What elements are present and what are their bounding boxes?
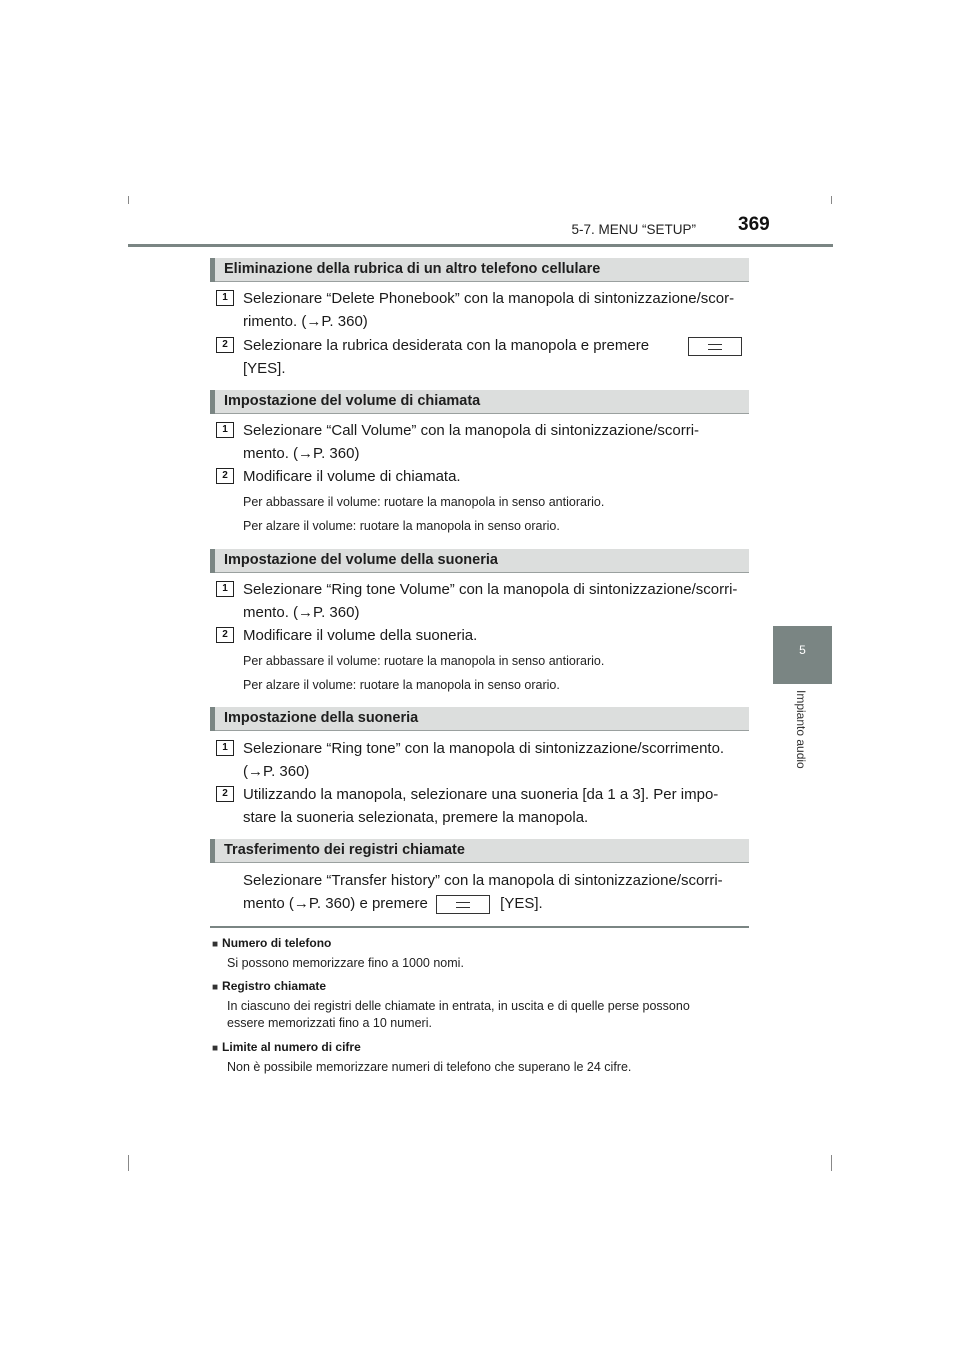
step-line: rimento. (→P. 360) xyxy=(243,313,368,330)
running-header: 5-7. MENU “SETUP” xyxy=(571,222,696,237)
bullet-square-icon: ■ xyxy=(212,1043,219,1054)
step-number: 1 xyxy=(216,290,234,306)
step-number: 2 xyxy=(216,468,234,484)
chapter-tab: 5 xyxy=(773,626,832,684)
step-line: mento. (→P. 360) xyxy=(243,604,360,621)
crop-mark xyxy=(831,196,832,204)
info-title xyxy=(212,979,326,993)
step-text xyxy=(243,624,745,647)
info-divider xyxy=(210,926,749,928)
info-line: essere memorizzati fino a 10 numeri. xyxy=(227,1016,432,1030)
step-note: Per alzare il volume: ruotare la manopola in senso orario. xyxy=(243,678,560,692)
enter-button-icon xyxy=(688,337,742,356)
step-text xyxy=(243,287,745,333)
step-line: Utilizzando la manopola, selezionare una suoneria [da 1 a 3]. Per impo- xyxy=(243,786,719,803)
step-line: Modificare il volume della suoneria. xyxy=(243,627,478,644)
section-title: Impostazione del volume di chiamata xyxy=(224,393,481,409)
paragraph-line xyxy=(243,892,745,915)
step-line: Selezionare la rubrica desiderata con la manopola e premere xyxy=(243,337,650,354)
section-heading xyxy=(210,839,749,863)
chapter-tab-label xyxy=(772,690,832,790)
step-text xyxy=(243,465,745,488)
paragraph-segment: [YES]. xyxy=(500,895,543,912)
step-number: 1 xyxy=(216,422,234,438)
step-note: Per alzare il volume: ruotare la manopola in senso orario. xyxy=(243,519,560,533)
info-text: Non è possibile memorizzare numeri di telefono che superano le 24 cifre. xyxy=(227,1060,632,1074)
step-line: mento. (→P. 360) xyxy=(243,445,360,462)
section-title: Impostazione del volume della suoneria xyxy=(224,552,498,568)
info-title-text: Registro chiamate xyxy=(222,979,327,993)
enter-button-icon xyxy=(436,895,490,914)
step-line: [YES]. xyxy=(243,360,286,377)
step-line: Selezionare “Ring tone Volume” con la manopola di sintonizzazione/scorri- xyxy=(243,581,738,598)
section-heading xyxy=(210,258,749,282)
step-text xyxy=(243,334,745,380)
info-text xyxy=(227,998,745,1032)
info-title-text: Numero di telefono xyxy=(222,936,332,950)
chapter-label: Impianto audio xyxy=(794,690,808,769)
step-text xyxy=(243,737,745,783)
info-line: In ciascuno dei registri delle chiamate in entrata, in uscita e di quelle perse possono xyxy=(227,999,690,1013)
step-number: 2 xyxy=(216,337,234,353)
step-number: 1 xyxy=(216,740,234,756)
crop-mark xyxy=(831,1155,832,1171)
section-heading xyxy=(210,707,749,731)
crop-mark xyxy=(128,196,129,204)
section-title: Eliminazione della rubrica di un altro telefono cellulare xyxy=(224,261,601,277)
step-line: Selezionare “Delete Phonebook” con la manopola di sintonizzazione/scor- xyxy=(243,290,735,307)
info-title-text: Limite al numero di cifre xyxy=(222,1040,361,1054)
bullet-square-icon: ■ xyxy=(212,982,219,993)
header-rule xyxy=(128,244,833,247)
section-heading xyxy=(210,390,749,414)
section-heading xyxy=(210,549,749,573)
section-title: Trasferimento dei registri chiamate xyxy=(224,842,465,858)
paragraph-segment: mento (→P. 360) e premere xyxy=(243,895,428,912)
step-line: Selezionare “Call Volume” con la manopola di sintonizzazione/scorri- xyxy=(243,422,700,439)
bullet-square-icon: ■ xyxy=(212,939,219,950)
crop-mark xyxy=(128,1155,129,1171)
info-text: Si possono memorizzare fino a 1000 nomi. xyxy=(227,956,464,970)
page-number: 369 xyxy=(738,214,770,235)
info-title xyxy=(212,1040,361,1054)
paragraph-text xyxy=(243,869,745,915)
step-line: Selezionare “Ring tone” con la manopola di sintonizzazione/scorrimento. xyxy=(243,740,725,757)
step-number: 2 xyxy=(216,627,234,643)
step-text xyxy=(243,578,745,624)
step-text xyxy=(243,419,745,465)
step-note: Per abbassare il volume: ruotare la manopola in senso antiorario. xyxy=(243,495,605,509)
step-number: 1 xyxy=(216,581,234,597)
section-title: Impostazione della suoneria xyxy=(224,710,419,726)
step-line: stare la suoneria selezionata, premere la manopola. xyxy=(243,809,589,826)
step-note: Per abbassare il volume: ruotare la manopola in senso antiorario. xyxy=(243,654,605,668)
step-line: Modificare il volume di chiamata. xyxy=(243,468,461,485)
step-number: 2 xyxy=(216,786,234,802)
step-text xyxy=(243,783,745,829)
step-line: (→P. 360) xyxy=(243,763,310,780)
paragraph-line: Selezionare “Transfer history” con la manopola di sintonizzazione/scorri- xyxy=(243,872,723,889)
info-title xyxy=(212,936,331,950)
